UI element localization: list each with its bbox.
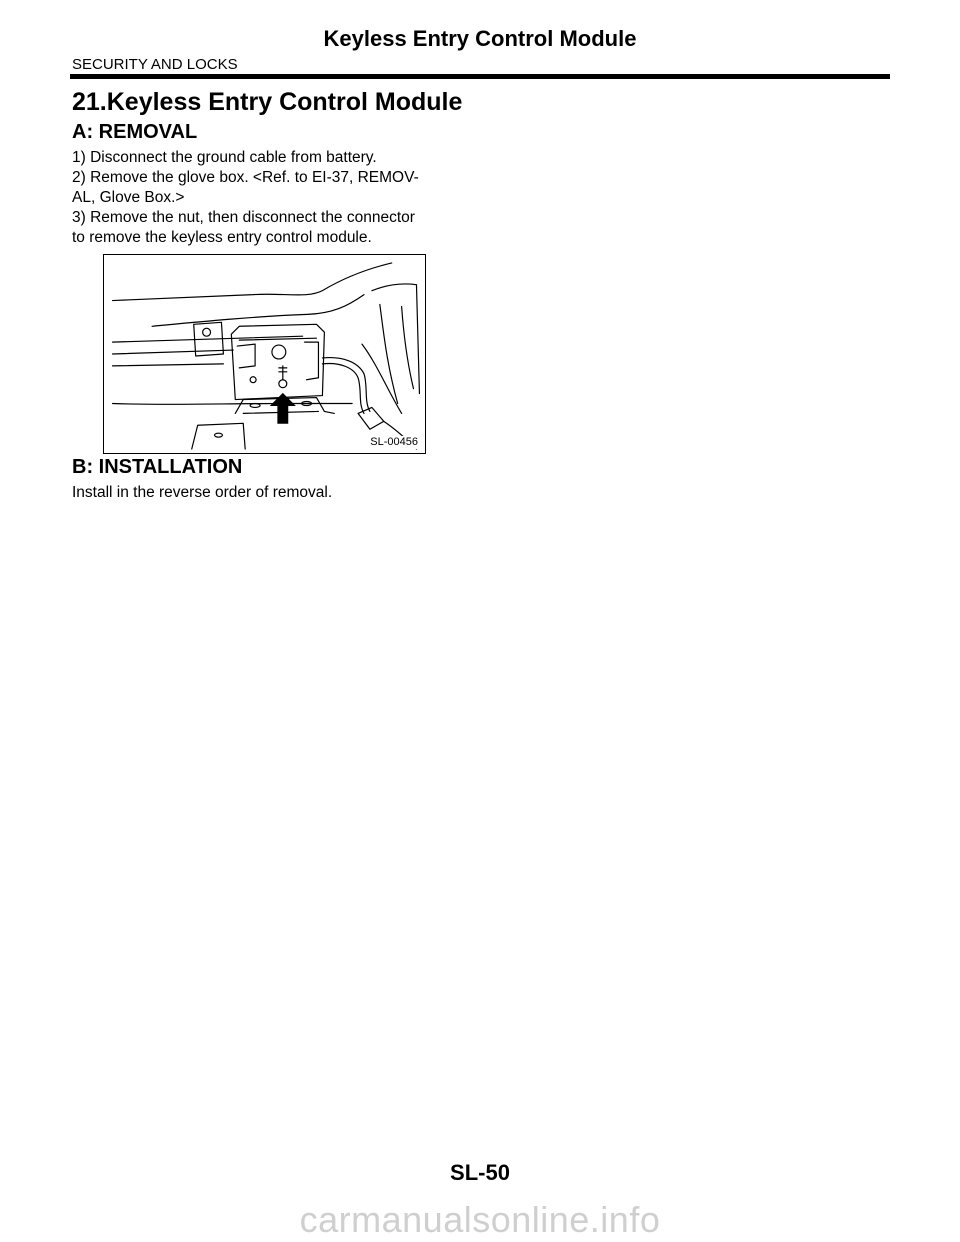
removal-line: AL, Glove Box.> (72, 189, 185, 206)
removal-line: 1) Disconnect the ground cable from battery. (72, 149, 377, 166)
removal-steps (72, 148, 472, 248)
removal-line: 2) Remove the glove box. <Ref. to EI-37, REMOV- (72, 169, 419, 186)
installation-text: Install in the reverse order of removal. (72, 484, 333, 501)
installation-heading: B: INSTALLATION (72, 456, 243, 478)
header-rule (70, 74, 890, 79)
header-section-label: SECURITY AND LOCKS (72, 56, 238, 73)
removal-line: 3) Remove the nut, then disconnect the connector (72, 209, 415, 226)
header-title: Keyless Entry Control Module (323, 26, 637, 51)
module-illustration (103, 254, 426, 454)
section-title: 21.Keyless Entry Control Module (72, 88, 463, 116)
watermark: carmanualsonline.info (299, 1199, 661, 1240)
removal-line: to remove the keyless entry control module. (72, 229, 372, 246)
figure-code: SL-00456 (370, 436, 418, 448)
removal-heading: A: REMOVAL (72, 121, 198, 143)
page-number: SL-50 (450, 1160, 510, 1185)
module-drawing (104, 255, 425, 453)
